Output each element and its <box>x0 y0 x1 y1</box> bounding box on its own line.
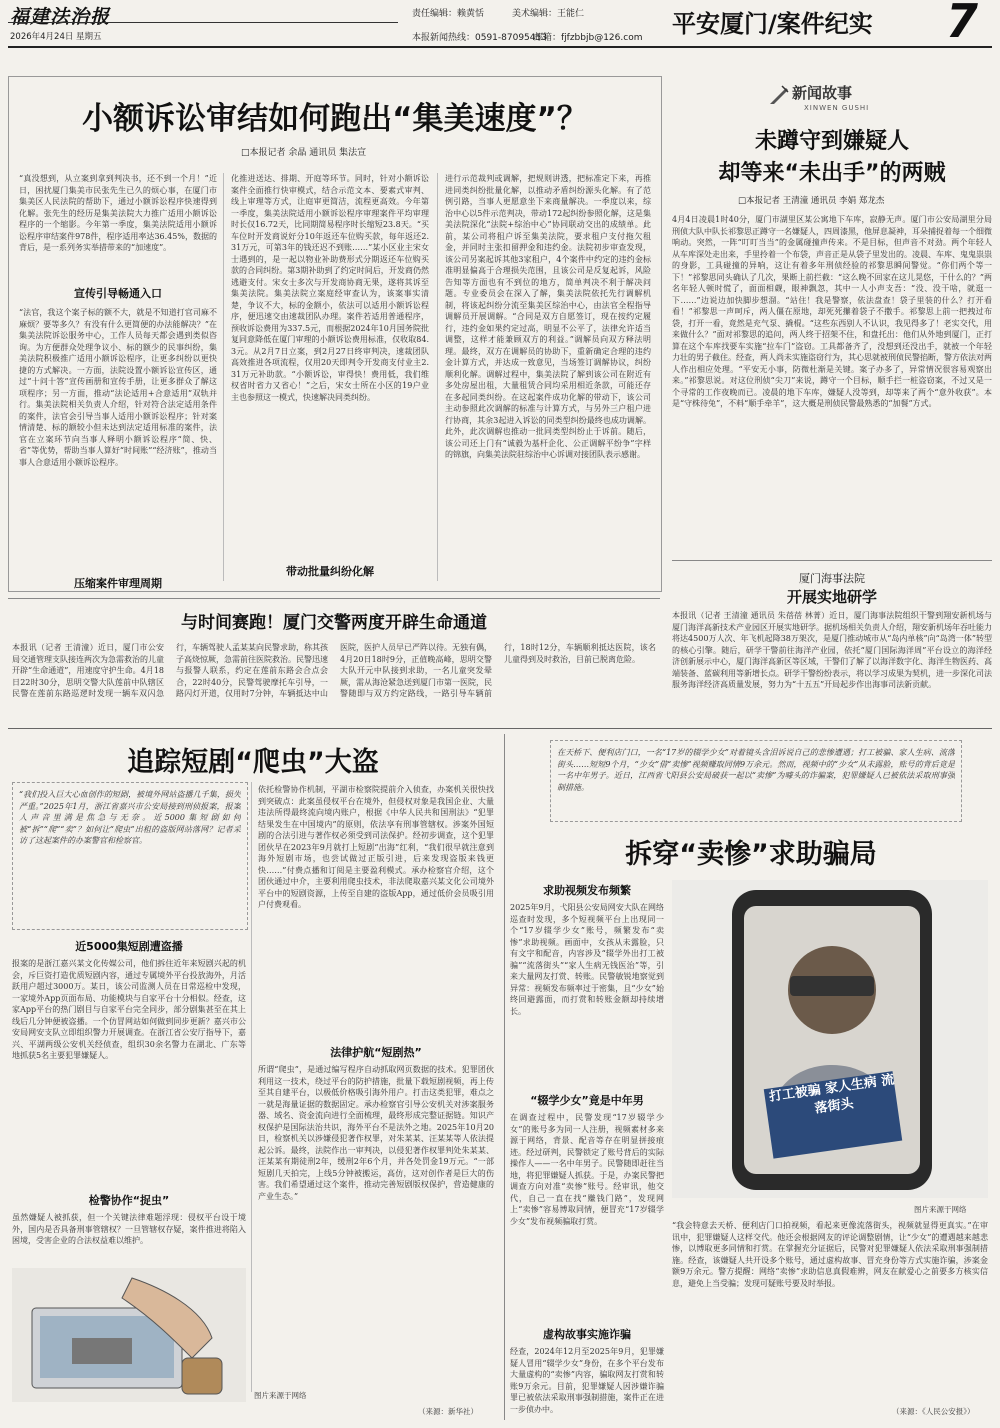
maritime-headline: 开展实地研学 <box>786 588 877 606</box>
masthead-bottom-rule <box>8 46 992 48</box>
crawler-sub-cooperation: 检警协作“捉虫” <box>88 1194 170 1207</box>
scam-col1c-body: 经查，2024年12月至2025年9月，犯罪嫌疑人冒用“辍学少女”身份，在多个平台发布大量虚构的“卖惨”内容，骗取网友打赏和转账9万余元。目前，犯罪嫌疑人因涉嫌诈骗罪已被依法采取刑事强制措施，案件正在进一步侦办中。 <box>510 1347 664 1414</box>
crawler-intro-box <box>12 782 248 930</box>
main-col1-intro: “真没想到，从立案到拿到判决书，还不到一个月！”近日，困扰厦门集美市民张先生已久的烦心事，在厦门市集美区人民法院的帮助下，通过小额诉讼程序快速得到化解。张先生的经历是集美法院大力推广适用小额诉讼程序的一个缩影。今年第一季度，集美法院适用小额诉讼程序审结案件978件，程序适用率达36.45%，数据的背后，是一系列务实举措带来的“加速度”。 <box>19 174 217 252</box>
main-col-rule-2 <box>437 173 438 581</box>
bottom-center-rule <box>504 734 505 1420</box>
masthead-hotline: 本报新闻热线：0591-87095453 <box>412 33 547 43</box>
main-sub-compress: 压缩案件审理周期 <box>74 577 162 590</box>
thieves-headline-line1: 未蹲守到嫌疑人 <box>754 129 909 154</box>
crawler-col1b-body: 虽然嫌疑人被抓获，但一个关键法律难题浮现：侵权平台设于境外，国内是否具备刑事管辖权？一旦管辖权存疑，案件推进将陷入困境，受害企业的合法权益难以维护。 <box>12 1213 246 1245</box>
masthead-email: 邮箱：fjfzbbjb@126.com <box>534 33 643 43</box>
traffic-article <box>8 602 660 724</box>
maritime-body: 本报讯（记者 王清潼 通讯员 朱蓓蓓 林菁）近日，厦门海事法院组织干警到翔安新机场与厦门海洋高新技术产业园区开展实地研学。据机场相关负责人介绍，翔安新机场年吞吐能力将达4500万人次、年飞机起降38万架次，是厦门推动城市从“岛内单核”向“岛湾一体”转型的核心引擎。随后，研学干警前往海洋产业园，依托“厦门国际海洋周”平台设立的海洋经济创新展示中心，厦门海洋高新区等区域，干警们了解了以海洋数字化、海洋生物医药、高端装备、蓝碳利用等新增长点。研学干警纷纷表示，将以学习成果为契机，进一步深化司法服务海洋经济高质量发展，努力为“十五五”开局起步作出海事司法新贡献。 <box>672 611 992 689</box>
crawler-intro: “我们投入巨大心血创作的短剧，被境外网站盗播几千集，损失严重。”2025年1月，浙江省嘉兴市公安局接到刑侦报案，报案人声音里满是焦急与无奈。近5000集短剧如何被“拆”“爬”“卖”？如何让“爬虫”出租的盗版网站落网？记者采访了这起案件的办案警官和检察官。 <box>19 790 241 845</box>
scam-sub-videos: 求助视频发布频繁 <box>543 884 631 897</box>
masthead <box>0 0 1000 48</box>
crawler-col2b-body: 所谓“爬虫”，是通过编写程序自动抓取网页数据的技术。犯罪团伙利用这一技术，绕过平台的防护措施，批量下载短剧视频，再上传至其自建平台，以极低价格吸引海外用户。打击这类犯罪，难点之一就是海量证据的数据固定。承办检察官引导公安机关对涉案服务器、域名、资金流向进行全面梳理，最终形成完整证据链。知识产权保护是国际法治共识，海外平台不是法外之地。2025年10月20日，检察机关以涉嫌侵犯著作权罪，对朱某某、汪某某等人依法提起公诉。最终，法院作出一审判决，以侵犯著作权罪判处朱某某、汪某某有期徒刑2年，缓刑2年6个月，并各处罚金19万元。“一部短剧几天拍完，上线5分钟被搬运，高仿，这对创作者是巨大的伤害。我们希望通过这个案件，推动完善短剧版权保护，营造健康的产业生态。” <box>258 1065 494 1201</box>
right-article-maritime <box>672 564 992 724</box>
masthead-editor: 责任编辑：赖黄恬 <box>412 9 485 19</box>
crawler-col2-body: 依托检警协作机制，平湖市检察院提前介入侦查，办案机关很快找到突破点：此案虽侵权平台在境外，但侵权对象是我国企业、大量违法所得最终流向境内账户，根据《中华人民共和国刑法》“犯罪结果发生在中国境内”的原则，依法享有刑事管辖权。涉案外国短剧的合法引进与著作权必须受到司法保护。经初步调查，这个犯罪团伙早在2023年9月就打上短剧“出海”红利，“我们很早就注意到海外短剧市场，也尝试做过正版引进，后来发现盗版来钱更快……”付费点播和订阅是主要盈利模式。承办检察官介绍，这个团伙通过中介，主要利用爬虫技术，非法爬取嘉兴某文化公司境外平台中的短剧资源，上传至自建的盗版App，通过低价会员吸引用户付费观看。 <box>258 785 494 909</box>
news-story-logo <box>768 82 898 118</box>
main-col-rule-1 <box>223 173 224 581</box>
scam-headline: 拆穿“卖惨”求助骗局 <box>625 839 877 870</box>
main-byline: □本报记者 余晶 通讯员 集法宣 <box>241 148 367 158</box>
masthead-art-editor: 美术编辑：王能仁 <box>512 9 585 19</box>
scam-intro-box <box>550 740 962 822</box>
section-title: 平安厦门/案件纪实 <box>672 10 873 38</box>
crawler-sub-piracy: 近5000集短剧遭盗播 <box>75 940 183 953</box>
page-number: 7 <box>946 0 979 48</box>
news-story-logo-title: 新闻故事 <box>792 84 853 102</box>
main-col2-body: 化推进送达、排期、开庭等环节。同时，针对小额诉讼案件全面推行快审模式，结合示范文本、要素式审判、线上审理等方式，让庭审更简洁，流程更高效。今年第一季度，集美法院适用小额诉讼程序审理案件平均审理时长仅16.72天，比同期简易程序时长缩短23.8天。“买车位时开发商说好分10年返还车位购买款，每年返还2.31万元，可第3年的钱还迟不到账……”某小区业主宋女士遇到的，是一起以物业补助费形式分期返还车位购买款的合同纠纷。第3期补助到了约定时间后，开发商仍然逃避支付。宋女士多次与开发商协商无果，遂将其诉至集美法院。集美法院立案庭经审查认为，该案事实清楚，争议不大，标的金额小，依法可以适用小额诉讼程序，便迅速交由速裁团队办理。案件若适用普通程序，预收诉讼费用为337.5元，而根据2024年10月国务院批复同意降低在厦门审理的小额诉讼费用标准，仅收取84.3元。从2月7日立案，到2月27日终审判决，速裁团队高效推进各项流程，仅用20天即判令开发商支付业主2.31万元补助款。“小额诉讼，审得快！费用低，我们维权省时省力又省心！”之后，宋女士所在小区的19户业主也参照这一模式，快速解决同类纠纷。 <box>231 174 429 402</box>
feather-pen-icon <box>768 84 790 106</box>
crawler-headline: 追踪短剧“爬虫”大盗 <box>127 747 379 778</box>
maritime-kicker: 厦门海事法院 <box>799 572 865 585</box>
scam-col1-body: 2025年9月，弋阳县公安局网安大队在网络巡查时发现，多个短视频平台上出现同一个“17岁辍学少女”账号，频繁发布“卖惨”求助视频。画面中，女孩从未露脸，只有文字和配音，内容涉及“辍学外出打工被骗”“流落街头”“家人生病无钱医治”等，引来大量网友打赏、转账。民警敏锐地察觉到异常：视频发布频率过于密集，且“少女”始终回避露面，而打赏和转账金额却持续增长。 <box>510 903 664 1016</box>
news-story-logo-sub: XINWEN GUSHI <box>804 104 870 112</box>
main-col3-body: 进行示范裁判或调解，把规则讲透，把标准定下来，再推进同类纠纷批量化解，以推动矛盾纠纷源头化解。有了范例引路，当事人更愿意坐下来商量解决。一季度以来，综治中心以5件示范判决，带动172起纠纷参照化解，这是集美法院深化“法院+综治中心”协同联动交出的成绩单。此前，某公司将租户诉至集美法院，要求租户支付拖欠租金，并同时主张扣留押金和违约金。法院初步审查发现，该公司另案起诉其他3家租户，4个案件中约定的违约金标准明显偏高于合理损失范围，且该公司是反复起诉，风险告知等方面也有不到位的地方，简单判决不利于解决问题。专业委员会在深入了解，集美法院依托先行调解机制，将该起纠纷分流至集美区综治中心，由法官全程指导调解员开展调解。“合同是双方自愿签订，现在按约定履行，违约金如果约定过高，明显不公平了，法律允许适当调整，这样才能兼顾双方的利益。”调解员向双方释法明理。最终，双方在调解员的协助下，重新确定合理的违约金计算方式，并达成一致意见，当场签订调解协议，纠纷顺利化解。调解过程中，集美法院了解到该公司在附近有多处房屋出租，大量租赁合同均采用相近条款，可能还存在多起同类纠纷。在这起案件成功化解的带动下，该公司主动参照此次调解的标准与计算方式，与另外三户租户进行协商，其余3起进入诉讼的同类型纠纷最终也成功调解。此外，此次调解也推动一批同类型纠纷止于诉前。随后，该公司还上门有“诚毅为基杆企化、公正调解平纷争”字样的锦旗，向集美法院驻综治中心诉调对接团队表示感谢。 <box>445 174 651 459</box>
paper-name-logo: 福建法治报 <box>10 6 111 28</box>
scam-source: （来源：《人民公安报》） <box>892 1407 975 1416</box>
scam-intro: 在天桥下、便利店门口，一名“17岁的辍学少女”对着镜头含泪诉说自己的悲惨遭遇；打工被骗、家人生病、流落街头……短短9个月，“少女”借“卖惨”视频赚取同情9万余元。然而，视频中的“少女”从未露脸，账号的背后竟是一名中年男子。近日，江西省弋阳县公安局破获一起以“卖惨”为噱头的诈骗案，犯罪嫌疑人已被依法采取刑事强制措施。 <box>557 748 955 792</box>
scam-image-caption: 图片来源于网络 <box>914 1205 967 1214</box>
traffic-body: 本报讯（记者 王清潼）近日，厦门市公安局交通管理支队接连两次为急需救治的儿童开辟“生命通道”，用速度守护生命。4月18日22时30分，思明交警大队莲前中队辖区民警在莲前东路巡逻时发现一辆车双闪急行，车辆驾驶人孟某某向民警求助，称其孩子高烧惊厥，急需前往医院救治。民警迅速与报警人联系，约定在莲前东路会合点会合，22时40分，民警驾驶摩托车引导，一路闪灯开道，仅用时7分钟，车辆抵达中山医院，医护人员早已严阵以待。无独有偶，4月20日18时9分，正值晚高峰，思明交警大队开元中队接到求助，一名儿童突发晕厥，需从海沧紧急送到厦门市第一医院，民警随即与双方约定路线，一路引导车辆前行，18时12分，车辆顺利抵达医院，该名儿童得到及时救治，目前已脱离危险。 <box>12 643 656 698</box>
crawler-sub-law: 法律护航“短剧热” <box>330 1046 422 1059</box>
crawler-illustration <box>12 1268 246 1402</box>
scam-col1b-body: 在调查过程中，民警发现“17岁辍学少女”的账号多为同一人注册，视频素材多来源于网络，背景、配音等存在明显拼接痕迹。经过研判，民警锁定了账号背后的实际操作人——一名中年男子。民警随即赶往当地，将犯罪嫌疑人抓获。于是，办案民警把调查方向对准“卖惨”账号。经审讯，他交代，自己一直在找“赚钱门路”，发现网上“卖惨”容易博取同情，便冒充“17岁辍学少女”发布视频骗取打赏。 <box>510 1113 664 1226</box>
scam-article <box>510 732 992 1422</box>
main-sub-batch: 带动批量纠纷化解 <box>286 565 374 578</box>
right-article-thieves <box>672 76 992 556</box>
scam-sub-fiction: 虚构故事实施诈骗 <box>543 1328 631 1341</box>
main-sub-publicity: 宣传引导畅通入口 <box>74 287 162 300</box>
right-divider-1 <box>672 560 992 561</box>
masthead-rule <box>8 22 398 23</box>
scam-sub-identity: “辍学少女”竟是中年男 <box>530 1094 644 1107</box>
page-middle-rule <box>8 728 992 729</box>
crawler-col-rule <box>251 782 252 1392</box>
thieves-body: 4月4日凌晨1时40分，厦门市湖里区某公寓地下车库，寂静无声。厦门市公安局湖里分局刑侦大队中队长祁黎思正蹲守一名嫌疑人，四周漆黑，他屏息凝神，耳朵捕捉着每一个细微响动。突然，一阵“叮叮当当”的金属碰撞声传来。不是目标，但声音不对劲。两个年轻人从车库深处走出来，手里拎着一个布袋，声音正是从袋子里发出的。凌晨、车库、鬼鬼祟祟的身影，工具碰撞的异响，这让有着多年刑侦经验的祁黎思瞬间警觉。“你们两个等一下！”祁黎思同头确认了几次，果断上前拦截：“这么晚不回家在这儿晃悠，干什么的？”两名年轻人顿时慌了，面面相觑，眼神飘忽，其中一人小声支吾：“没、没干啥，就逛一下……”边说边加快脚步想溜。“站住！我是警察，依法盘查！袋子里装的什么？打开看看！”祁黎思一声呵斥，两人僵在原地，却死死攥着袋子不撒手。祁黎思上前一把拽过布袋，打开一看，竟然是充气泵、撬棍。“这些东西别人不认识，我见得多了！老实交代，用来做什么？”面对祁黎思的追问，两人终于招架不住，和盘托出：他们从外地到厦门，正打算在这个车库找要车实施“拉车门”盗窃。工具都备齐了，没想到还没出手，就被一个年轻力壮的男子截住。经查，两人尚未实施盗窃行为，其心思就被刑侦民警掐断，警方依法对两人作出相应处理。“平安无小事，防微杜渐是关键。案子办多了，异常情况很容易观察出来。”祁黎思说。对这位刑侦“尖刀”来说，蹲守一个目标，顺手拦一桩盗窃案，不过又是一个寻常的工作夜晚而已。凌晨的地下车库，嫌疑人没等到，却等来了两个“意外收获”。本是“守株待兔”，不料“顺手牵羊”，这大概是刑侦民警最熟悉的“加餐”方式。 <box>672 215 992 408</box>
scam-illustration <box>672 880 988 1198</box>
thieves-byline: □本报记者 王清潼 通讯员 李娟 郑龙杰 <box>738 196 885 206</box>
crawler-source: （来源：新华社） <box>418 1407 478 1416</box>
main-headline: 小额诉讼审结如何跑出“集美速度”？ <box>82 101 588 137</box>
scam-illustration-text: 打工被骗 家人生病 流落街头 <box>768 1072 896 1117</box>
main-article-box <box>8 76 662 592</box>
crawler-article <box>8 732 498 1422</box>
traffic-headline: 与时间赛跑！厦门交警两度开辟生命通道 <box>181 613 487 633</box>
thieves-headline-line2: 却等来“未出手”的两贼 <box>718 161 946 186</box>
crawler-col1-body: 报案的是浙江嘉兴某文化传媒公司，他们拆住近年来短剧兴起的机会，斥巨资打造优质短剧内容，通过专属境外平台投放海外，月活跃用户超过3000万。某日，该公司监测人员在日常巡检中发现，一家境外App页面布局、功能模块与自家平台十分相似。经查，这家App平台的热门剧目与自家平台完全同步，部分剧集甚至在其上线后几分钟便被盗播。一个仿冒网站如何做到同步更新？嘉兴市公安局网安支队立即组织警力开展调查。在浙江省公安厅指导下，嘉兴、平湖两级公安机关经侦查，组织30余名警力在湖北、广东等地抓获5名主要犯罪嫌疑人。 <box>12 959 246 1060</box>
traffic-top-rule <box>8 598 660 599</box>
masthead-date: 2026年4月24日 星期五 <box>10 32 102 42</box>
main-col1-body: “法官，我这个案子标的额不大，就是不知道打官司麻不麻烦？要等多久？有没有什么更简便的办法能解决？”在集美法院诉讼服务中心，工作人员每天都会遇到类似咨询。为方便群众处理争议小、标的额少的民事纠纷，集美法院积极推广适用小额诉讼程序，让更多纠纷以更快捷的方式解决。一方面，法院设置小额诉讼宣传区，通过“十问十答”宣传画册和宣传手册，让更多群众了解这项程序；另一方面，推动“法论适用+合意适用”双轨并行。集美法院相关负责人介绍，针对符合法定适用条件的案件，法官会引导当事人适用小额诉讼程序；针对案情清楚、标的额较小但未达到法定适用标准的案件，法官在立案环节向当事人释明小额诉讼程序“简、快、省”等优势，帮助当事人算好“时间账”“经济账”，推动当事人合意适用小额诉讼程序。 <box>19 308 217 467</box>
scam-col2-body: “我会特意去天桥、便利店门口拍视频，看起来更像流落街头，视频就显得更真实。”在审讯中，犯罪嫌疑人这样交代。他还会根据网友的评论调整剧情，让“少女”的遭遇越来越悲惨，以博取更多同情和打赏。在掌握充分证据后，民警对犯罪嫌疑人依法采取刑事强制措施。经查，该嫌疑人共开设多个账号，通过虚构故事、冒充身份等方式实施诈骗，涉案金额9万余元。警方提醒：网络“卖惨”求助信息真假难辨，网友在献爱心之前要多方核实信息，避免上当受骗；发现可疑账号要及时举报。 <box>672 1221 988 1288</box>
crawler-image-caption: 图片来源于网络 <box>254 1391 307 1400</box>
